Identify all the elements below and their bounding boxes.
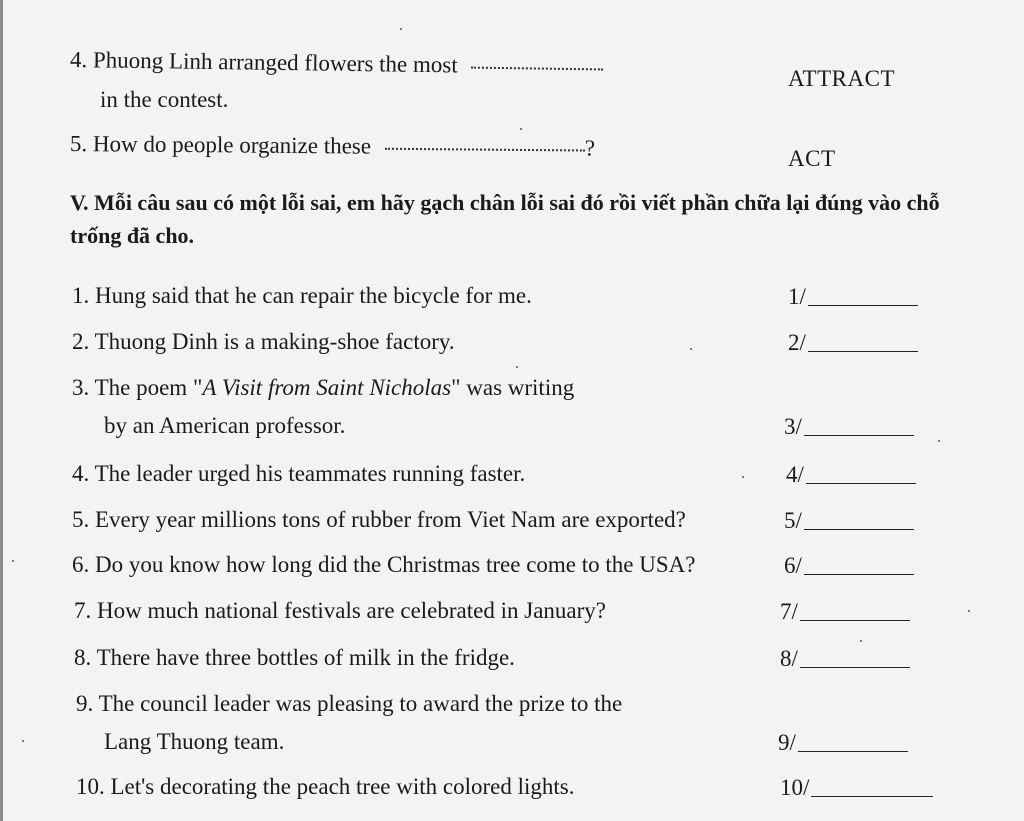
iv-item-5-blank[interactable] [385, 147, 585, 151]
v-item-8-text: There have three bottles of milk in the fridge. [96, 645, 515, 670]
v-answer-10[interactable] [780, 775, 933, 801]
v-item-8 [74, 646, 515, 669]
scan-speck [690, 348, 692, 350]
iv-item-4-number: 4. [69, 47, 88, 73]
v-answer-1-label: 1/ [788, 284, 806, 309]
v-item-4-number: 4. [72, 461, 90, 486]
v-item-2 [72, 330, 455, 353]
v-answer-3-blank[interactable] [804, 435, 914, 436]
v-item-3-text-after: " was writing [451, 375, 575, 400]
scan-speck [22, 740, 24, 742]
v-answer-8-blank[interactable] [800, 667, 910, 668]
v-answer-1-blank[interactable] [808, 305, 918, 306]
scan-speck [968, 610, 970, 612]
v-answer-10-label: 10/ [780, 775, 810, 800]
scan-speck [520, 128, 522, 130]
iv-item-5 [70, 132, 595, 160]
v-item-4-text: The leader urged his teammates running faster. [94, 461, 526, 486]
v-item-3-title: A Visit from Saint Nicholas [202, 375, 452, 400]
v-answer-9-label: 9/ [778, 730, 796, 755]
v-answer-5-label: 5/ [784, 508, 802, 533]
v-answer-9-blank[interactable] [798, 751, 908, 752]
v-answer-8-label: 8/ [780, 646, 798, 671]
v-answer-7-label: 7/ [780, 599, 798, 624]
v-item-2-text: Thuong Dinh is a making-shoe factory. [94, 329, 455, 354]
v-item-9 [76, 692, 622, 715]
page-edge [0, 0, 3, 821]
scan-speck [400, 28, 402, 30]
iv-item-4-text: Phuong Linh arranged flowers the most [92, 47, 458, 78]
iv-item-5-number: 5. [69, 131, 88, 157]
v-item-7-number: 7. [74, 598, 92, 623]
v-answer-2[interactable] [788, 330, 918, 356]
scan-speck [860, 640, 862, 642]
section-v-heading: V. Mỗi câu sau có một lỗi sai, em hãy gạch chân lỗi sai đó rồi viết phần chữa lại đúng vào chỗ trống đã cho. [70, 190, 940, 248]
v-answer-6-blank[interactable] [804, 574, 914, 575]
v-answer-10-blank[interactable] [811, 796, 933, 797]
v-item-10 [76, 775, 574, 798]
v-item-6-number: 6. [72, 552, 90, 577]
v-answer-3[interactable] [784, 414, 914, 440]
v-item-3-number: 3. [72, 375, 90, 400]
v-answer-7[interactable] [780, 599, 910, 625]
v-item-9-number: 9. [76, 691, 94, 716]
v-answer-2-blank[interactable] [808, 351, 918, 352]
v-answer-3-label: 3/ [784, 414, 802, 439]
v-answer-4-label: 4/ [786, 462, 804, 487]
scan-speck [938, 440, 940, 442]
v-item-10-number: 10. [76, 774, 105, 799]
v-item-5 [72, 508, 686, 531]
iv-item-5-keyword: ACT [788, 146, 836, 171]
v-item-9-text: The council leader was pleasing to award the prize to the [98, 691, 623, 716]
v-answer-9[interactable] [778, 730, 908, 756]
v-answer-6-label: 6/ [784, 553, 802, 578]
scan-speck [742, 476, 744, 478]
v-answer-1[interactable] [788, 284, 918, 310]
v-answer-8[interactable] [780, 646, 910, 672]
v-item-1-number: 1. [72, 283, 90, 308]
v-item-1-text: Hung said that he can repair the bicycle for me. [95, 283, 532, 308]
v-answer-6[interactable] [784, 553, 914, 579]
v-item-3 [72, 376, 574, 399]
v-item-3-text-before: The poem " [94, 375, 203, 400]
v-item-1 [72, 284, 532, 307]
iv-item-4-blank[interactable] [471, 66, 603, 70]
v-item-6 [72, 553, 695, 576]
v-answer-5[interactable] [784, 508, 914, 534]
v-item-9-continuation: Lang Thuong team. [104, 729, 285, 754]
iv-item-5-suffix: ? [584, 135, 596, 161]
iv-item-5-text: How do people organize these [92, 131, 372, 159]
v-item-4 [72, 462, 525, 485]
v-answer-2-label: 2/ [788, 330, 806, 355]
v-item-6-text: Do you know how long did the Christmas tree come to the USA? [95, 552, 696, 577]
iv-item-4-continuation: in the contest. [100, 87, 229, 112]
v-item-7-text: How much national festivals are celebrated in January? [97, 598, 606, 623]
v-item-2-number: 2. [72, 329, 90, 354]
v-answer-4[interactable] [786, 462, 916, 488]
v-answer-5-blank[interactable] [804, 529, 914, 530]
v-answer-4-blank[interactable] [806, 483, 916, 484]
scan-speck [516, 366, 518, 368]
v-item-10-text: Let's decorating the peach tree with colored lights. [110, 774, 575, 799]
iv-item-4 [70, 48, 604, 78]
v-item-5-text: Every year millions tons of rubber from Viet Nam are exported? [95, 507, 686, 532]
scan-speck [12, 560, 14, 562]
v-item-3-continuation: by an American professor. [104, 413, 346, 438]
v-answer-7-blank[interactable] [800, 620, 910, 621]
iv-item-4-keyword: ATTRACT [788, 66, 895, 91]
v-item-8-number: 8. [74, 645, 92, 670]
v-item-7 [74, 599, 606, 622]
v-item-5-number: 5. [72, 507, 90, 532]
